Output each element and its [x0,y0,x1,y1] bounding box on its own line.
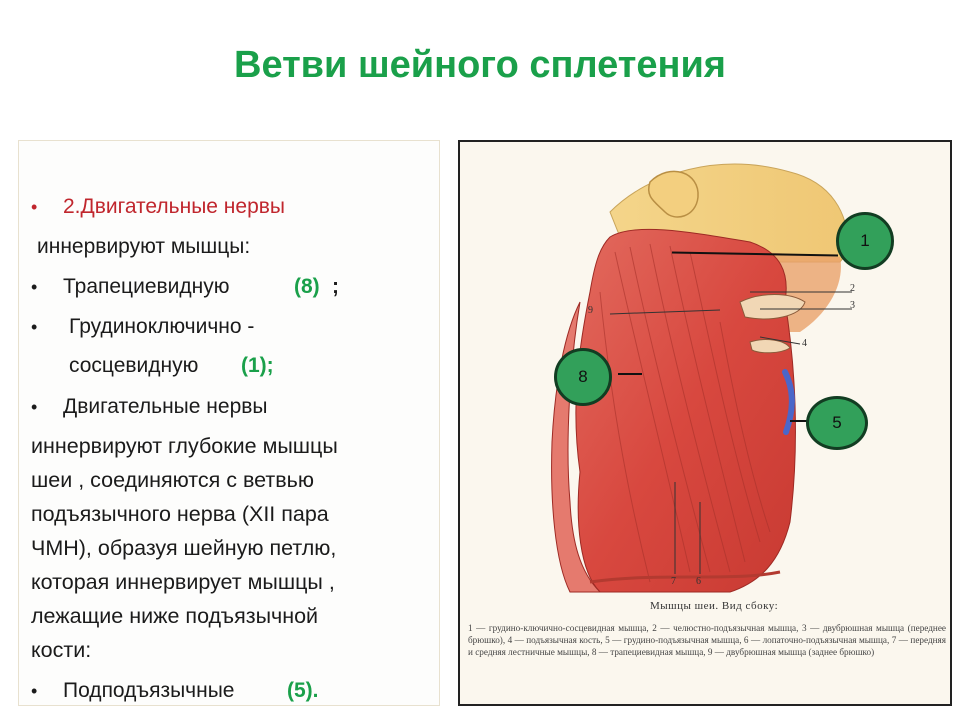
text-line: подъязычного нерва (XII пара [31,502,329,526]
motor-nerves-heading: 2.Двигательные нервы [63,195,286,218]
text-line: ЧМН), образуя шейную петлю, [31,536,337,560]
figure-number-7: 7 [671,576,676,587]
figure-number-3: 3 [850,300,855,311]
figure-caption-title: Мышцы шеи. Вид сбоку: [650,600,779,612]
ref-5: (5). [287,679,319,702]
callout-8: 8 [554,348,612,406]
figure-number-9: 9 [588,305,593,316]
text-line: иннервируют глубокие мышцы [31,434,338,458]
sternocleido-label: Грудиноключично - [69,315,255,338]
figure-caption: 1 — грудино-ключично-сосцевидная мышца, 2 — челюстно-подъязычная мышца, 3 — двубрюшная мышца (переднее брюшко), 4 — подъязычная кость, 5 — грудино-подъязычная мышца, 6 — лопаточно-подъязычная мышца, 7 — передняя и средняя лестничные мышцы, 8 — трапециевидная мышца, 9 — двубрюшная мышца (заднее брюшко) [468,623,946,657]
ref-1: (1); [241,354,274,377]
figure-number-2: 2 [850,283,855,294]
text-line: шеи , соединяются с ветвью [31,468,315,492]
callout-5: 5 [806,396,868,450]
text-panel [18,140,440,706]
bullet: • [31,197,38,217]
ref-8: (8) [294,275,320,298]
figure-number-4: 4 [802,338,807,349]
mastoid-label: сосцевидную [69,354,199,377]
bullet: • [31,681,38,701]
text-line: кости: [31,638,92,662]
figure-number-6: 6 [696,576,701,587]
bullet: • [31,277,38,297]
text-line: иннервируют мышцы: [37,235,251,258]
neck-illustration [460,142,950,612]
text-line: которая иннервирует мышцы , [31,570,335,594]
callout-line-8 [618,373,642,375]
semicolon: ; [332,275,339,298]
text-line: лежащие ниже подъязычной [31,604,319,628]
infrahyoid-label: Подподъязычные [63,679,235,702]
bullet: • [31,317,38,337]
text-line: Двигательные нервы [63,395,268,418]
callout-1: 1 [836,212,894,270]
slide-title: Ветви шейного сплетения [234,44,726,86]
trapezius-label: Трапециевидную [63,275,230,298]
bullet: • [31,397,38,417]
